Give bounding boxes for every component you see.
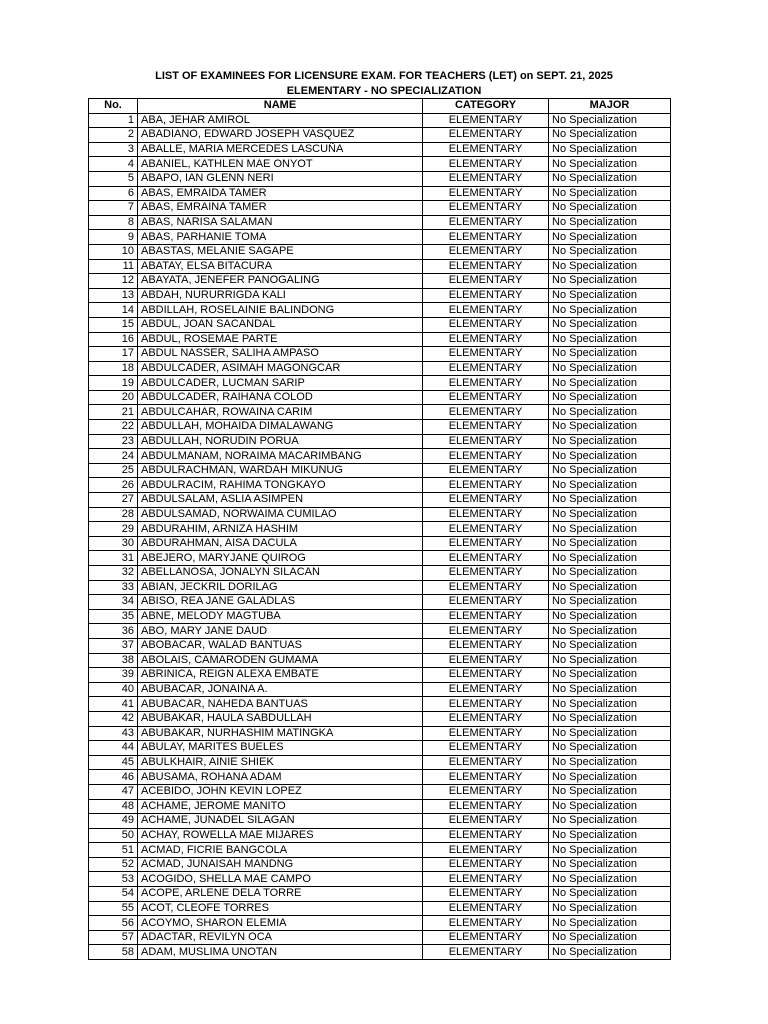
row-number: 25 bbox=[89, 463, 138, 478]
row-number: 43 bbox=[89, 726, 138, 741]
table-row bbox=[89, 668, 671, 683]
major-cell: No Specialization bbox=[549, 551, 671, 566]
row-number: 9 bbox=[89, 230, 138, 245]
category-cell: ELEMENTARY bbox=[423, 726, 549, 741]
major-cell: No Specialization bbox=[549, 901, 671, 916]
major-cell: No Specialization bbox=[549, 887, 671, 902]
major-cell: No Specialization bbox=[549, 726, 671, 741]
category-cell: ELEMENTARY bbox=[423, 770, 549, 785]
table-row bbox=[89, 799, 671, 814]
examinee-name: ABIAN, JECKRIL DORILAG bbox=[138, 580, 423, 595]
examinee-name: ABUBACAR, NAHEDA BANTUAS bbox=[138, 697, 423, 712]
table-row bbox=[89, 595, 671, 610]
category-cell: ELEMENTARY bbox=[423, 536, 549, 551]
category-cell: ELEMENTARY bbox=[423, 916, 549, 931]
major-cell: No Specialization bbox=[549, 609, 671, 624]
examinee-name: ACOT, CLEOFE TORRES bbox=[138, 901, 423, 916]
examinee-name: ABOLAIS, CAMARODEN GUMAMA bbox=[138, 653, 423, 668]
row-number: 15 bbox=[89, 317, 138, 332]
header-category: CATEGORY bbox=[423, 99, 549, 114]
row-number: 52 bbox=[89, 857, 138, 872]
category-cell: ELEMENTARY bbox=[423, 711, 549, 726]
row-number: 45 bbox=[89, 755, 138, 770]
major-cell: No Specialization bbox=[549, 128, 671, 143]
category-cell: ELEMENTARY bbox=[423, 142, 549, 157]
category-cell: ELEMENTARY bbox=[423, 244, 549, 259]
category-cell: ELEMENTARY bbox=[423, 507, 549, 522]
major-cell: No Specialization bbox=[549, 682, 671, 697]
table-row bbox=[89, 390, 671, 405]
major-cell: No Specialization bbox=[549, 405, 671, 420]
table-row bbox=[89, 420, 671, 435]
major-cell: No Specialization bbox=[549, 638, 671, 653]
examinee-name: ABEJERO, MARYJANE QUIROG bbox=[138, 551, 423, 566]
major-cell: No Specialization bbox=[549, 930, 671, 945]
category-cell: ELEMENTARY bbox=[423, 682, 549, 697]
major-cell: No Specialization bbox=[549, 171, 671, 186]
row-number: 31 bbox=[89, 551, 138, 566]
major-cell: No Specialization bbox=[549, 522, 671, 537]
major-cell: No Specialization bbox=[549, 799, 671, 814]
examinee-name: ABAS, NARISA SALAMAN bbox=[138, 215, 423, 230]
row-number: 29 bbox=[89, 522, 138, 537]
table-row bbox=[89, 638, 671, 653]
examinee-name: ABDULMANAM, NORAIMA MACARIMBANG bbox=[138, 449, 423, 464]
row-number: 8 bbox=[89, 215, 138, 230]
table-row bbox=[89, 857, 671, 872]
major-cell: No Specialization bbox=[549, 697, 671, 712]
examinee-name: ADACTAR, REVILYN OCA bbox=[138, 930, 423, 945]
row-number: 40 bbox=[89, 682, 138, 697]
category-cell: ELEMENTARY bbox=[423, 580, 549, 595]
major-cell: No Specialization bbox=[549, 916, 671, 931]
examinee-name: ABUBAKAR, NURHASHIM MATINGKA bbox=[138, 726, 423, 741]
row-number: 39 bbox=[89, 668, 138, 683]
examinee-name: ABAS, EMRAINA TAMER bbox=[138, 201, 423, 216]
category-cell: ELEMENTARY bbox=[423, 128, 549, 143]
row-number: 49 bbox=[89, 814, 138, 829]
table-row bbox=[89, 274, 671, 289]
table-row bbox=[89, 624, 671, 639]
table-row bbox=[89, 609, 671, 624]
examinee-name: ABASTAS, MELANIE SAGAPE bbox=[138, 244, 423, 259]
major-cell: No Specialization bbox=[549, 770, 671, 785]
major-cell: No Specialization bbox=[549, 215, 671, 230]
table-row bbox=[89, 755, 671, 770]
document-subtitle: ELEMENTARY - NO SPECIALIZATION bbox=[286, 85, 482, 97]
major-cell: No Specialization bbox=[549, 755, 671, 770]
table-row bbox=[89, 405, 671, 420]
major-cell: No Specialization bbox=[549, 303, 671, 318]
category-cell: ELEMENTARY bbox=[423, 390, 549, 405]
category-cell: ELEMENTARY bbox=[423, 493, 549, 508]
category-cell: ELEMENTARY bbox=[423, 288, 549, 303]
examinee-name: ABUBAKAR, HAULA SABDULLAH bbox=[138, 711, 423, 726]
row-number: 57 bbox=[89, 930, 138, 945]
major-cell: No Specialization bbox=[549, 857, 671, 872]
major-cell: No Specialization bbox=[549, 274, 671, 289]
row-number: 7 bbox=[89, 201, 138, 216]
row-number: 33 bbox=[89, 580, 138, 595]
category-cell: ELEMENTARY bbox=[423, 843, 549, 858]
major-cell: No Specialization bbox=[549, 230, 671, 245]
examinee-name: ABA, JEHAR AMIROL bbox=[138, 113, 423, 128]
major-cell: No Specialization bbox=[549, 828, 671, 843]
examinee-name: ABRINICA, REIGN ALEXA EMBATE bbox=[138, 668, 423, 683]
category-cell: ELEMENTARY bbox=[423, 551, 549, 566]
category-cell: ELEMENTARY bbox=[423, 332, 549, 347]
row-number: 32 bbox=[89, 566, 138, 581]
category-cell: ELEMENTARY bbox=[423, 609, 549, 624]
major-cell: No Specialization bbox=[549, 580, 671, 595]
table-row bbox=[89, 157, 671, 172]
row-number: 27 bbox=[89, 493, 138, 508]
category-cell: ELEMENTARY bbox=[423, 566, 549, 581]
row-number: 19 bbox=[89, 376, 138, 391]
category-cell: ELEMENTARY bbox=[423, 215, 549, 230]
examinee-name: ABAS, EMRAIDA TAMER bbox=[138, 186, 423, 201]
major-cell: No Specialization bbox=[549, 843, 671, 858]
category-cell: ELEMENTARY bbox=[423, 434, 549, 449]
table-row bbox=[89, 916, 671, 931]
major-cell: No Specialization bbox=[549, 186, 671, 201]
examinee-name: ABDULCADER, LUCMAN SARIP bbox=[138, 376, 423, 391]
examinee-name: ABDULLAH, MOHAIDA DIMALAWANG bbox=[138, 420, 423, 435]
table-row bbox=[89, 361, 671, 376]
category-cell: ELEMENTARY bbox=[423, 814, 549, 829]
major-cell: No Specialization bbox=[549, 493, 671, 508]
row-number: 16 bbox=[89, 332, 138, 347]
major-cell: No Specialization bbox=[549, 288, 671, 303]
major-cell: No Specialization bbox=[549, 434, 671, 449]
row-number: 20 bbox=[89, 390, 138, 405]
category-cell: ELEMENTARY bbox=[423, 303, 549, 318]
examinee-name: ABDULCADER, RAIHANA COLOD bbox=[138, 390, 423, 405]
examinee-name: ACEBIDO, JOHN KEVIN LOPEZ bbox=[138, 784, 423, 799]
examinee-name: ABO, MARY JANE DAUD bbox=[138, 624, 423, 639]
row-number: 4 bbox=[89, 157, 138, 172]
row-number: 10 bbox=[89, 244, 138, 259]
row-number: 11 bbox=[89, 259, 138, 274]
examinee-name: ABAS, PARHANIE TOMA bbox=[138, 230, 423, 245]
row-number: 51 bbox=[89, 843, 138, 858]
examinee-name: ABAPO, IAN GLENN NERI bbox=[138, 171, 423, 186]
examinee-name: ACHAY, ROWELLA MAE MIJARES bbox=[138, 828, 423, 843]
table-row bbox=[89, 770, 671, 785]
table-row bbox=[89, 449, 671, 464]
table-row bbox=[89, 566, 671, 581]
row-number: 14 bbox=[89, 303, 138, 318]
row-number: 6 bbox=[89, 186, 138, 201]
examinee-name: ABULKHAIR, AINIE SHIEK bbox=[138, 755, 423, 770]
row-number: 22 bbox=[89, 420, 138, 435]
table-row bbox=[89, 726, 671, 741]
examinee-table bbox=[88, 98, 671, 960]
examinee-name: ACMAD, JUNAISAH MANDNG bbox=[138, 857, 423, 872]
category-cell: ELEMENTARY bbox=[423, 113, 549, 128]
major-cell: No Specialization bbox=[549, 420, 671, 435]
major-cell: No Specialization bbox=[549, 113, 671, 128]
document-title: LIST OF EXAMINEES FOR LICENSURE EXAM. FOR TEACHERS (LET) on SEPT. 21, 2025 bbox=[155, 70, 613, 82]
table-row bbox=[89, 376, 671, 391]
row-number: 38 bbox=[89, 653, 138, 668]
table-row bbox=[89, 434, 671, 449]
row-number: 46 bbox=[89, 770, 138, 785]
table-row bbox=[89, 347, 671, 362]
row-number: 54 bbox=[89, 887, 138, 902]
examinee-name: ABANIEL, KATHLEN MAE ONYOT bbox=[138, 157, 423, 172]
table-row bbox=[89, 580, 671, 595]
examinee-name: ABATAY, ELSA BITACURA bbox=[138, 259, 423, 274]
major-cell: No Specialization bbox=[549, 244, 671, 259]
examinee-name: ABUBACAR, JONAINA A. bbox=[138, 682, 423, 697]
major-cell: No Specialization bbox=[549, 741, 671, 756]
major-cell: No Specialization bbox=[549, 595, 671, 610]
major-cell: No Specialization bbox=[549, 566, 671, 581]
category-cell: ELEMENTARY bbox=[423, 522, 549, 537]
major-cell: No Specialization bbox=[549, 463, 671, 478]
row-number: 48 bbox=[89, 799, 138, 814]
table-row bbox=[89, 201, 671, 216]
examinee-name: ABDILLAH, ROSELAINIE BALINDONG bbox=[138, 303, 423, 318]
examinee-name: ABISO, REA JANE GALADLAS bbox=[138, 595, 423, 610]
category-cell: ELEMENTARY bbox=[423, 274, 549, 289]
category-cell: ELEMENTARY bbox=[423, 857, 549, 872]
table-row bbox=[89, 843, 671, 858]
row-number: 2 bbox=[89, 128, 138, 143]
table-row bbox=[89, 507, 671, 522]
examinee-name: ABNE, MELODY MAGTUBA bbox=[138, 609, 423, 624]
table-row bbox=[89, 478, 671, 493]
major-cell: No Specialization bbox=[549, 332, 671, 347]
table-row bbox=[89, 522, 671, 537]
major-cell: No Specialization bbox=[549, 478, 671, 493]
table-row bbox=[89, 113, 671, 128]
table-row bbox=[89, 814, 671, 829]
examinee-name: ABDUL NASSER, SALIHA AMPASO bbox=[138, 347, 423, 362]
category-cell: ELEMENTARY bbox=[423, 901, 549, 916]
examinee-name: ABOBACAR, WALAD BANTUAS bbox=[138, 638, 423, 653]
table-body bbox=[89, 113, 671, 959]
category-cell: ELEMENTARY bbox=[423, 595, 549, 610]
examinee-name: ABDULCADER, ASIMAH MAGONGCAR bbox=[138, 361, 423, 376]
examinee-name: ABDUL, ROSEMAE PARTE bbox=[138, 332, 423, 347]
examinee-name: ABDAH, NURURRIGDA KALI bbox=[138, 288, 423, 303]
table-row bbox=[89, 741, 671, 756]
table-row bbox=[89, 288, 671, 303]
major-cell: No Specialization bbox=[549, 449, 671, 464]
category-cell: ELEMENTARY bbox=[423, 376, 549, 391]
examinee-name: ABAYATA, JENEFER PANOGALING bbox=[138, 274, 423, 289]
row-number: 44 bbox=[89, 741, 138, 756]
major-cell: No Specialization bbox=[549, 142, 671, 157]
examinee-name: ABDURAHMAN, AISA DACULA bbox=[138, 536, 423, 551]
header-row bbox=[89, 99, 671, 114]
row-number: 37 bbox=[89, 638, 138, 653]
category-cell: ELEMENTARY bbox=[423, 930, 549, 945]
row-number: 24 bbox=[89, 449, 138, 464]
major-cell: No Specialization bbox=[549, 259, 671, 274]
row-number: 12 bbox=[89, 274, 138, 289]
table-row bbox=[89, 551, 671, 566]
row-number: 26 bbox=[89, 478, 138, 493]
examinee-name: ACOPE, ARLENE DELA TORRE bbox=[138, 887, 423, 902]
major-cell: No Specialization bbox=[549, 668, 671, 683]
major-cell: No Specialization bbox=[549, 624, 671, 639]
table-row bbox=[89, 653, 671, 668]
examinee-name: ACOGIDO, SHELLA MAE CAMPO bbox=[138, 872, 423, 887]
table-row bbox=[89, 872, 671, 887]
table-row bbox=[89, 142, 671, 157]
category-cell: ELEMENTARY bbox=[423, 784, 549, 799]
category-cell: ELEMENTARY bbox=[423, 828, 549, 843]
category-cell: ELEMENTARY bbox=[423, 638, 549, 653]
table-row bbox=[89, 230, 671, 245]
category-cell: ELEMENTARY bbox=[423, 887, 549, 902]
examinee-name: ABELLANOSA, JONALYN SILACAN bbox=[138, 566, 423, 581]
major-cell: No Specialization bbox=[549, 784, 671, 799]
major-cell: No Specialization bbox=[549, 347, 671, 362]
examinee-name: ACHAME, JUNADEL SILAGAN bbox=[138, 814, 423, 829]
table-row bbox=[89, 945, 671, 960]
row-number: 21 bbox=[89, 405, 138, 420]
examinee-name: ABDULRACHMAN, WARDAH MIKUNUG bbox=[138, 463, 423, 478]
row-number: 34 bbox=[89, 595, 138, 610]
table-row bbox=[89, 128, 671, 143]
table-row bbox=[89, 682, 671, 697]
major-cell: No Specialization bbox=[549, 317, 671, 332]
row-number: 36 bbox=[89, 624, 138, 639]
row-number: 56 bbox=[89, 916, 138, 931]
category-cell: ELEMENTARY bbox=[423, 259, 549, 274]
examinee-name: ABDULLAH, NORUDIN PORUA bbox=[138, 434, 423, 449]
major-cell: No Specialization bbox=[549, 376, 671, 391]
examinee-name: ACMAD, FICRIE BANGCOLA bbox=[138, 843, 423, 858]
row-number: 28 bbox=[89, 507, 138, 522]
table-row bbox=[89, 244, 671, 259]
examinee-name: ABUSAMA, ROHANA ADAM bbox=[138, 770, 423, 785]
category-cell: ELEMENTARY bbox=[423, 872, 549, 887]
major-cell: No Specialization bbox=[549, 361, 671, 376]
category-cell: ELEMENTARY bbox=[423, 171, 549, 186]
examinee-name: ACOYMO, SHARON ELEMIA bbox=[138, 916, 423, 931]
examinee-name: ABDULSAMAD, NORWAIMA CUMILAO bbox=[138, 507, 423, 522]
examinee-name: ABADIANO, EDWARD JOSEPH VASQUEZ bbox=[138, 128, 423, 143]
category-cell: ELEMENTARY bbox=[423, 668, 549, 683]
table-row bbox=[89, 711, 671, 726]
category-cell: ELEMENTARY bbox=[423, 347, 549, 362]
category-cell: ELEMENTARY bbox=[423, 478, 549, 493]
row-number: 5 bbox=[89, 171, 138, 186]
examinee-name: ABDULSALAM, ASLIA ASIMPEN bbox=[138, 493, 423, 508]
examinee-name: ABDURAHIM, ARNIZA HASHIM bbox=[138, 522, 423, 537]
row-number: 1 bbox=[89, 113, 138, 128]
table-row bbox=[89, 901, 671, 916]
row-number: 50 bbox=[89, 828, 138, 843]
table-row bbox=[89, 463, 671, 478]
row-number: 41 bbox=[89, 697, 138, 712]
table-row bbox=[89, 828, 671, 843]
category-cell: ELEMENTARY bbox=[423, 405, 549, 420]
category-cell: ELEMENTARY bbox=[423, 186, 549, 201]
table-row bbox=[89, 303, 671, 318]
table-row bbox=[89, 930, 671, 945]
major-cell: No Specialization bbox=[549, 945, 671, 960]
row-number: 53 bbox=[89, 872, 138, 887]
category-cell: ELEMENTARY bbox=[423, 201, 549, 216]
major-cell: No Specialization bbox=[549, 157, 671, 172]
major-cell: No Specialization bbox=[549, 653, 671, 668]
row-number: 58 bbox=[89, 945, 138, 960]
table-row bbox=[89, 784, 671, 799]
examinee-name: ADAM, MUSLIMA UNOTAN bbox=[138, 945, 423, 960]
table-row bbox=[89, 259, 671, 274]
category-cell: ELEMENTARY bbox=[423, 449, 549, 464]
category-cell: ELEMENTARY bbox=[423, 361, 549, 376]
category-cell: ELEMENTARY bbox=[423, 230, 549, 245]
category-cell: ELEMENTARY bbox=[423, 420, 549, 435]
category-cell: ELEMENTARY bbox=[423, 799, 549, 814]
row-number: 18 bbox=[89, 361, 138, 376]
row-number: 13 bbox=[89, 288, 138, 303]
major-cell: No Specialization bbox=[549, 711, 671, 726]
major-cell: No Specialization bbox=[549, 507, 671, 522]
major-cell: No Specialization bbox=[549, 536, 671, 551]
header-name: NAME bbox=[138, 99, 423, 114]
table-row bbox=[89, 697, 671, 712]
category-cell: ELEMENTARY bbox=[423, 624, 549, 639]
row-number: 47 bbox=[89, 784, 138, 799]
major-cell: No Specialization bbox=[549, 814, 671, 829]
table-row bbox=[89, 887, 671, 902]
major-cell: No Specialization bbox=[549, 872, 671, 887]
category-cell: ELEMENTARY bbox=[423, 741, 549, 756]
table-row bbox=[89, 186, 671, 201]
major-cell: No Specialization bbox=[549, 201, 671, 216]
category-cell: ELEMENTARY bbox=[423, 945, 549, 960]
examinee-name: ABDULCAHAR, ROWAINA CARIM bbox=[138, 405, 423, 420]
row-number: 55 bbox=[89, 901, 138, 916]
category-cell: ELEMENTARY bbox=[423, 697, 549, 712]
row-number: 42 bbox=[89, 711, 138, 726]
row-number: 30 bbox=[89, 536, 138, 551]
examinee-name: ABDUL, JOAN SACANDAL bbox=[138, 317, 423, 332]
examinee-name: ABULAY, MARITES BUELES bbox=[138, 741, 423, 756]
table-row bbox=[89, 317, 671, 332]
examinee-name: ACHAME, JEROME MANITO bbox=[138, 799, 423, 814]
category-cell: ELEMENTARY bbox=[423, 755, 549, 770]
table-row bbox=[89, 332, 671, 347]
header-major: MAJOR bbox=[549, 99, 671, 114]
row-number: 23 bbox=[89, 434, 138, 449]
category-cell: ELEMENTARY bbox=[423, 317, 549, 332]
category-cell: ELEMENTARY bbox=[423, 157, 549, 172]
row-number: 17 bbox=[89, 347, 138, 362]
table-row bbox=[89, 536, 671, 551]
header-no: No. bbox=[89, 99, 138, 114]
category-cell: ELEMENTARY bbox=[423, 463, 549, 478]
examinee-name: ABALLE, MARIA MERCEDES LASCUÑA bbox=[138, 142, 423, 157]
table-row bbox=[89, 171, 671, 186]
row-number: 3 bbox=[89, 142, 138, 157]
examinee-name: ABDULRACIM, RAHIMA TONGKAYO bbox=[138, 478, 423, 493]
row-number: 35 bbox=[89, 609, 138, 624]
table-row bbox=[89, 493, 671, 508]
table-row bbox=[89, 215, 671, 230]
category-cell: ELEMENTARY bbox=[423, 653, 549, 668]
major-cell: No Specialization bbox=[549, 390, 671, 405]
